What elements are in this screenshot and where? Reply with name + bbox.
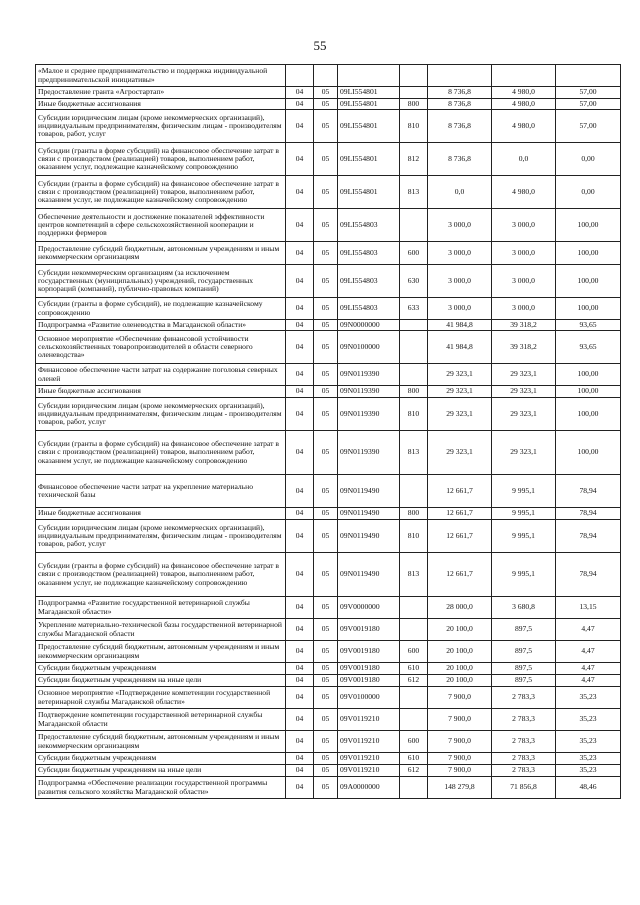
description-cell: «Малое и среднее предпринимательство и поддержка индивидуальной предпринимательской инициативы» xyxy=(36,65,286,87)
table-row xyxy=(36,99,621,110)
prz-cell: 05 xyxy=(314,553,338,597)
executed-amount-cell: 897,5 xyxy=(492,675,556,687)
percent-cell: 35,23 xyxy=(556,753,621,765)
executed-amount-cell: 0,0 xyxy=(492,143,556,176)
vr-cell: 800 xyxy=(400,508,428,520)
planned-amount-cell: 20 100,0 xyxy=(428,663,492,675)
csr-cell: 09N0119490 xyxy=(338,508,400,520)
prz-cell: 05 xyxy=(314,641,338,663)
executed-amount-cell: 39 318,2 xyxy=(492,320,556,331)
executed-amount-cell: 29 323,1 xyxy=(492,364,556,386)
percent-cell: 0,00 xyxy=(556,176,621,209)
description-cell: Предоставление субсидий бюджетным, автономным учреждениям и иным некоммерческим организациям xyxy=(36,242,286,265)
rz-cell xyxy=(286,65,314,87)
percent-cell: 48,46 xyxy=(556,777,621,799)
table-row xyxy=(36,242,621,265)
planned-amount-cell: 12 661,7 xyxy=(428,553,492,597)
planned-amount-cell: 148 279,8 xyxy=(428,777,492,799)
vr-cell: 810 xyxy=(400,520,428,553)
page-number: 55 xyxy=(313,38,327,53)
prz-cell: 05 xyxy=(314,143,338,176)
prz-cell: 05 xyxy=(314,110,338,143)
table-row xyxy=(36,364,621,386)
rz-cell: 04 xyxy=(286,553,314,597)
planned-amount-cell: 3 000,0 xyxy=(428,209,492,242)
executed-amount-cell: 29 323,1 xyxy=(492,431,556,475)
rz-cell: 04 xyxy=(286,143,314,176)
executed-amount-cell: 9 995,1 xyxy=(492,508,556,520)
executed-amount-cell: 897,5 xyxy=(492,641,556,663)
rz-cell: 04 xyxy=(286,777,314,799)
percent-cell: 93,65 xyxy=(556,320,621,331)
percent-cell: 35,23 xyxy=(556,709,621,731)
description-cell: Основное мероприятие «Обеспечение финансовой устойчивости сельскохозяйственных товаропроизводителей в области северного оленеводства» xyxy=(36,331,286,364)
prz-cell: 05 xyxy=(314,619,338,641)
description-cell: Укрепление материально-технической базы государственной ветеринарной службы Магаданской области xyxy=(36,619,286,641)
vr-cell xyxy=(400,209,428,242)
executed-amount-cell: 71 856,8 xyxy=(492,777,556,799)
planned-amount-cell: 7 900,0 xyxy=(428,753,492,765)
table-row xyxy=(36,431,621,475)
csr-cell: 09A0000000 xyxy=(338,777,400,799)
csr-cell: 09N0119490 xyxy=(338,553,400,597)
planned-amount-cell: 3 000,0 xyxy=(428,242,492,265)
prz-cell: 05 xyxy=(314,597,338,619)
csr-cell: 09LI554803 xyxy=(338,265,400,298)
description-cell: Подпрограмма «Развитие оленеводства в Магаданской области» xyxy=(36,320,286,331)
table-row xyxy=(36,110,621,143)
planned-amount-cell: 20 100,0 xyxy=(428,675,492,687)
prz-cell: 05 xyxy=(314,364,338,386)
prz-cell: 05 xyxy=(314,320,338,331)
rz-cell: 04 xyxy=(286,298,314,320)
csr-cell: 09N0119390 xyxy=(338,386,400,398)
percent-cell: 78,94 xyxy=(556,508,621,520)
rz-cell: 04 xyxy=(286,110,314,143)
rz-cell: 04 xyxy=(286,265,314,298)
table-row xyxy=(36,709,621,731)
executed-amount-cell: 4 980,0 xyxy=(492,176,556,209)
percent-cell: 100,00 xyxy=(556,386,621,398)
rz-cell: 04 xyxy=(286,508,314,520)
vr-cell: 813 xyxy=(400,176,428,209)
table-row xyxy=(36,65,621,87)
vr-cell: 813 xyxy=(400,431,428,475)
csr-cell: 09LI554801 xyxy=(338,176,400,209)
executed-amount-cell: 2 783,3 xyxy=(492,687,556,709)
planned-amount-cell: 3 000,0 xyxy=(428,298,492,320)
percent-cell: 78,94 xyxy=(556,520,621,553)
planned-amount-cell: 7 900,0 xyxy=(428,709,492,731)
rz-cell: 04 xyxy=(286,597,314,619)
rz-cell: 04 xyxy=(286,398,314,431)
vr-cell: 600 xyxy=(400,242,428,265)
percent-cell: 57,00 xyxy=(556,87,621,99)
executed-amount-cell: 897,5 xyxy=(492,619,556,641)
planned-amount-cell: 7 900,0 xyxy=(428,765,492,777)
rz-cell: 04 xyxy=(286,331,314,364)
description-cell: Иные бюджетные ассигнования xyxy=(36,99,286,110)
percent-cell: 4,47 xyxy=(556,619,621,641)
prz-cell: 05 xyxy=(314,709,338,731)
table-row xyxy=(36,398,621,431)
percent-cell: 100,00 xyxy=(556,242,621,265)
executed-amount-cell: 897,5 xyxy=(492,663,556,675)
planned-amount-cell: 29 323,1 xyxy=(428,398,492,431)
planned-amount-cell: 12 661,7 xyxy=(428,520,492,553)
table-row xyxy=(36,641,621,663)
planned-amount-cell: 8 736,8 xyxy=(428,143,492,176)
description-cell: Субсидии бюджетным учреждениям на иные цели xyxy=(36,765,286,777)
executed-amount-cell: 29 323,1 xyxy=(492,398,556,431)
csr-cell: 09N0100000 xyxy=(338,331,400,364)
percent-cell: 57,00 xyxy=(556,99,621,110)
table-row xyxy=(36,265,621,298)
csr-cell: 09LI554801 xyxy=(338,143,400,176)
planned-amount-cell: 8 736,8 xyxy=(428,99,492,110)
csr-cell: 09LI554803 xyxy=(338,242,400,265)
executed-amount-cell: 9 995,1 xyxy=(492,475,556,508)
prz-cell: 05 xyxy=(314,731,338,753)
planned-amount-cell xyxy=(428,65,492,87)
percent-cell: 4,47 xyxy=(556,641,621,663)
csr-cell: 09V0119210 xyxy=(338,709,400,731)
rz-cell: 04 xyxy=(286,242,314,265)
vr-cell: 630 xyxy=(400,265,428,298)
rz-cell: 04 xyxy=(286,209,314,242)
table-row xyxy=(36,331,621,364)
executed-amount-cell: 29 323,1 xyxy=(492,386,556,398)
percent-cell: 78,94 xyxy=(556,475,621,508)
percent-cell: 100,00 xyxy=(556,398,621,431)
table-row xyxy=(36,475,621,508)
prz-cell: 05 xyxy=(314,675,338,687)
planned-amount-cell: 8 736,8 xyxy=(428,87,492,99)
description-cell: Предоставление субсидий бюджетным, автономным учреждениям и иным некоммерческим организациям xyxy=(36,641,286,663)
vr-cell xyxy=(400,619,428,641)
rz-cell: 04 xyxy=(286,431,314,475)
description-cell: Иные бюджетные ассигнования xyxy=(36,508,286,520)
vr-cell xyxy=(400,364,428,386)
prz-cell: 05 xyxy=(314,765,338,777)
vr-cell: 612 xyxy=(400,765,428,777)
planned-amount-cell: 28 000,0 xyxy=(428,597,492,619)
vr-cell xyxy=(400,597,428,619)
vr-cell xyxy=(400,709,428,731)
description-cell: Финансовое обеспечение части затрат на содержание поголовья северных оленей xyxy=(36,364,286,386)
prz-cell: 05 xyxy=(314,242,338,265)
planned-amount-cell: 41 984,8 xyxy=(428,331,492,364)
percent-cell: 57,00 xyxy=(556,110,621,143)
table-row xyxy=(36,765,621,777)
csr-cell: 09V0000000 xyxy=(338,597,400,619)
rz-cell: 04 xyxy=(286,87,314,99)
description-cell: Подпрограмма «Развитие государственной ветеринарной службы Магаданской области» xyxy=(36,597,286,619)
rz-cell: 04 xyxy=(286,619,314,641)
planned-amount-cell: 41 984,8 xyxy=(428,320,492,331)
csr-cell: 09N0119390 xyxy=(338,398,400,431)
description-cell: Субсидии юридическим лицам (кроме некоммерческих организаций), индивидуальным предпринимателям, физическим лицам - производителям товаров, работ, услуг xyxy=(36,398,286,431)
csr-cell: 09LI554801 xyxy=(338,99,400,110)
table-row xyxy=(36,753,621,765)
executed-amount-cell: 3 000,0 xyxy=(492,209,556,242)
executed-amount-cell: 2 783,3 xyxy=(492,731,556,753)
table-row xyxy=(36,520,621,553)
description-cell: Субсидии бюджетным учреждениям xyxy=(36,663,286,675)
table-row xyxy=(36,320,621,331)
percent-cell: 35,23 xyxy=(556,765,621,777)
csr-cell: 09V0119210 xyxy=(338,753,400,765)
vr-cell: 812 xyxy=(400,143,428,176)
csr-cell: 09N0119490 xyxy=(338,475,400,508)
table-row xyxy=(36,386,621,398)
description-cell: Субсидии (гранты в форме субсидий) на финансовое обеспечение затрат в связи с производством (реализацией) товаров, выполнением работ, оказанием услуг, не подлежащие казначейскому сопровождению xyxy=(36,176,286,209)
budget-table xyxy=(35,64,621,799)
description-cell: Обеспечение деятельности и достижение показателей эффективности центров компетенций в сфере сельскохозяйственной кооперации и поддержки фермеров xyxy=(36,209,286,242)
executed-amount-cell: 9 995,1 xyxy=(492,553,556,597)
description-cell: Субсидии (гранты в форме субсидий) на финансовое обеспечение затрат в связи с производством (реализацией) товаров, выполнением работ, оказанием услуг, не подлежащие казначейскому сопровождению xyxy=(36,431,286,475)
percent-cell xyxy=(556,65,621,87)
rz-cell: 04 xyxy=(286,663,314,675)
percent-cell: 4,47 xyxy=(556,663,621,675)
table-row xyxy=(36,553,621,597)
table-row xyxy=(36,619,621,641)
executed-amount-cell: 4 980,0 xyxy=(492,87,556,99)
rz-cell: 04 xyxy=(286,641,314,663)
prz-cell: 05 xyxy=(314,176,338,209)
planned-amount-cell: 12 661,7 xyxy=(428,508,492,520)
percent-cell: 78,94 xyxy=(556,553,621,597)
vr-cell: 600 xyxy=(400,641,428,663)
percent-cell: 100,00 xyxy=(556,431,621,475)
rz-cell: 04 xyxy=(286,364,314,386)
percent-cell: 100,00 xyxy=(556,364,621,386)
description-cell: Субсидии бюджетным учреждениям на иные цели xyxy=(36,675,286,687)
table-row xyxy=(36,597,621,619)
prz-cell: 05 xyxy=(314,687,338,709)
vr-cell xyxy=(400,687,428,709)
vr-cell: 633 xyxy=(400,298,428,320)
description-cell: Субсидии некоммерческим организациям (за исключением государственных (муниципальных) учреждений, государственных корпораций (компаний), публично-правовых компаний) xyxy=(36,265,286,298)
prz-cell: 05 xyxy=(314,753,338,765)
table-row xyxy=(36,143,621,176)
description-cell: Финансовое обеспечение части затрат на укрепление материально технической базы xyxy=(36,475,286,508)
vr-cell xyxy=(400,65,428,87)
executed-amount-cell: 3 000,0 xyxy=(492,298,556,320)
percent-cell: 100,00 xyxy=(556,265,621,298)
table-row xyxy=(36,777,621,799)
description-cell: Субсидии (гранты в форме субсидий) на финансовое обеспечение затрат в связи с производством (реализацией) товаров, выполнением работ, оказанием услуг, не подлежащие казначейскому сопровождению xyxy=(36,553,286,597)
prz-cell xyxy=(314,65,338,87)
prz-cell: 05 xyxy=(314,508,338,520)
prz-cell: 05 xyxy=(314,777,338,799)
description-cell: Субсидии юридическим лицам (кроме некоммерческих организаций), индивидуальным предпринимателям, физическим лицам - производителям товаров, работ, услуг xyxy=(36,520,286,553)
table-row xyxy=(36,209,621,242)
rz-cell: 04 xyxy=(286,99,314,110)
vr-cell: 600 xyxy=(400,731,428,753)
table-row xyxy=(36,687,621,709)
table-row xyxy=(36,675,621,687)
rz-cell: 04 xyxy=(286,386,314,398)
csr-cell: 09V0019180 xyxy=(338,675,400,687)
rz-cell: 04 xyxy=(286,320,314,331)
vr-cell: 813 xyxy=(400,553,428,597)
prz-cell: 05 xyxy=(314,520,338,553)
rz-cell: 04 xyxy=(286,675,314,687)
planned-amount-cell: 7 900,0 xyxy=(428,687,492,709)
prz-cell: 05 xyxy=(314,431,338,475)
csr-cell: 09V0119210 xyxy=(338,731,400,753)
table-row xyxy=(36,298,621,320)
prz-cell: 05 xyxy=(314,99,338,110)
csr-cell: 09N0000000 xyxy=(338,320,400,331)
csr-cell: 09N0119390 xyxy=(338,364,400,386)
prz-cell: 05 xyxy=(314,265,338,298)
rz-cell: 04 xyxy=(286,687,314,709)
executed-amount-cell: 2 783,3 xyxy=(492,753,556,765)
table-body xyxy=(36,65,621,799)
percent-cell: 0,00 xyxy=(556,143,621,176)
csr-cell: 09LI554801 xyxy=(338,110,400,143)
table-row xyxy=(36,87,621,99)
table-row xyxy=(36,663,621,675)
csr-cell: 09N0119490 xyxy=(338,520,400,553)
percent-cell: 100,00 xyxy=(556,298,621,320)
csr-cell xyxy=(338,65,400,87)
vr-cell xyxy=(400,87,428,99)
table-row xyxy=(36,176,621,209)
csr-cell: 09LI554801 xyxy=(338,87,400,99)
prz-cell: 05 xyxy=(314,331,338,364)
csr-cell: 09V0019180 xyxy=(338,619,400,641)
vr-cell xyxy=(400,320,428,331)
description-cell: Основное мероприятие «Подтверждение компетенции государственной ветеринарной службы Магаданской области» xyxy=(36,687,286,709)
prz-cell: 05 xyxy=(314,87,338,99)
csr-cell: 09V0019180 xyxy=(338,641,400,663)
description-cell: Подтверждение компетенции государственной ветеринарной службы Магаданской области xyxy=(36,709,286,731)
description-cell: Субсидии (гранты в форме субсидий), не подлежащие казначейскому сопровождению xyxy=(36,298,286,320)
executed-amount-cell: 9 995,1 xyxy=(492,520,556,553)
planned-amount-cell: 29 323,1 xyxy=(428,431,492,475)
vr-cell: 810 xyxy=(400,110,428,143)
prz-cell: 05 xyxy=(314,663,338,675)
csr-cell: 09N0119390 xyxy=(338,431,400,475)
prz-cell: 05 xyxy=(314,209,338,242)
percent-cell: 100,00 xyxy=(556,209,621,242)
executed-amount-cell: 3 680,8 xyxy=(492,597,556,619)
planned-amount-cell: 20 100,0 xyxy=(428,641,492,663)
description-cell: Субсидии юридическим лицам (кроме некоммерческих организаций), индивидуальным предпринимателям, физическим лицам - производителям товаров, работ, услуг xyxy=(36,110,286,143)
rz-cell: 04 xyxy=(286,475,314,508)
vr-cell xyxy=(400,475,428,508)
csr-cell: 09LI554803 xyxy=(338,209,400,242)
planned-amount-cell: 12 661,7 xyxy=(428,475,492,508)
vr-cell: 800 xyxy=(400,386,428,398)
executed-amount-cell: 3 000,0 xyxy=(492,242,556,265)
planned-amount-cell: 7 900,0 xyxy=(428,731,492,753)
rz-cell: 04 xyxy=(286,520,314,553)
csr-cell: 09V0119210 xyxy=(338,765,400,777)
planned-amount-cell: 29 323,1 xyxy=(428,364,492,386)
vr-cell: 612 xyxy=(400,675,428,687)
planned-amount-cell: 3 000,0 xyxy=(428,265,492,298)
description-cell: Предоставление гранта «Агростартап» xyxy=(36,87,286,99)
percent-cell: 4,47 xyxy=(556,675,621,687)
percent-cell: 93,65 xyxy=(556,331,621,364)
executed-amount-cell: 2 783,3 xyxy=(492,765,556,777)
vr-cell: 810 xyxy=(400,398,428,431)
description-cell: Предоставление субсидий бюджетным, автономным учреждениям и иным некоммерческим организациям xyxy=(36,731,286,753)
executed-amount-cell: 2 783,3 xyxy=(492,709,556,731)
prz-cell: 05 xyxy=(314,298,338,320)
planned-amount-cell: 8 736,8 xyxy=(428,110,492,143)
prz-cell: 05 xyxy=(314,386,338,398)
description-cell: Подпрограмма «Обеспечение реализации государственной программы развития сельского хозяйства Магаданской области» xyxy=(36,777,286,799)
vr-cell xyxy=(400,331,428,364)
rz-cell: 04 xyxy=(286,731,314,753)
executed-amount-cell: 39 318,2 xyxy=(492,331,556,364)
executed-amount-cell xyxy=(492,65,556,87)
vr-cell: 800 xyxy=(400,99,428,110)
planned-amount-cell: 20 100,0 xyxy=(428,619,492,641)
table-row xyxy=(36,508,621,520)
rz-cell: 04 xyxy=(286,176,314,209)
percent-cell: 35,23 xyxy=(556,687,621,709)
vr-cell: 610 xyxy=(400,753,428,765)
csr-cell: 09LI554803 xyxy=(338,298,400,320)
table-row xyxy=(36,731,621,753)
description-cell: Субсидии бюджетным учреждениям xyxy=(36,753,286,765)
rz-cell: 04 xyxy=(286,753,314,765)
csr-cell: 09V0100000 xyxy=(338,687,400,709)
percent-cell: 35,23 xyxy=(556,731,621,753)
description-cell: Иные бюджетные ассигнования xyxy=(36,386,286,398)
vr-cell: 610 xyxy=(400,663,428,675)
prz-cell: 05 xyxy=(314,398,338,431)
percent-cell: 13,15 xyxy=(556,597,621,619)
vr-cell xyxy=(400,777,428,799)
rz-cell: 04 xyxy=(286,709,314,731)
executed-amount-cell: 3 000,0 xyxy=(492,265,556,298)
planned-amount-cell: 0,0 xyxy=(428,176,492,209)
description-cell: Субсидии (гранты в форме субсидий) на финансовое обеспечение затрат в связи с производством (реализацией) товаров, выполнением работ, оказанием услуг, подлежащие казначейскому сопровождению xyxy=(36,143,286,176)
prz-cell: 05 xyxy=(314,475,338,508)
rz-cell: 04 xyxy=(286,765,314,777)
executed-amount-cell: 4 980,0 xyxy=(492,99,556,110)
csr-cell: 09V0019180 xyxy=(338,663,400,675)
planned-amount-cell: 29 323,1 xyxy=(428,386,492,398)
executed-amount-cell: 4 980,0 xyxy=(492,110,556,143)
